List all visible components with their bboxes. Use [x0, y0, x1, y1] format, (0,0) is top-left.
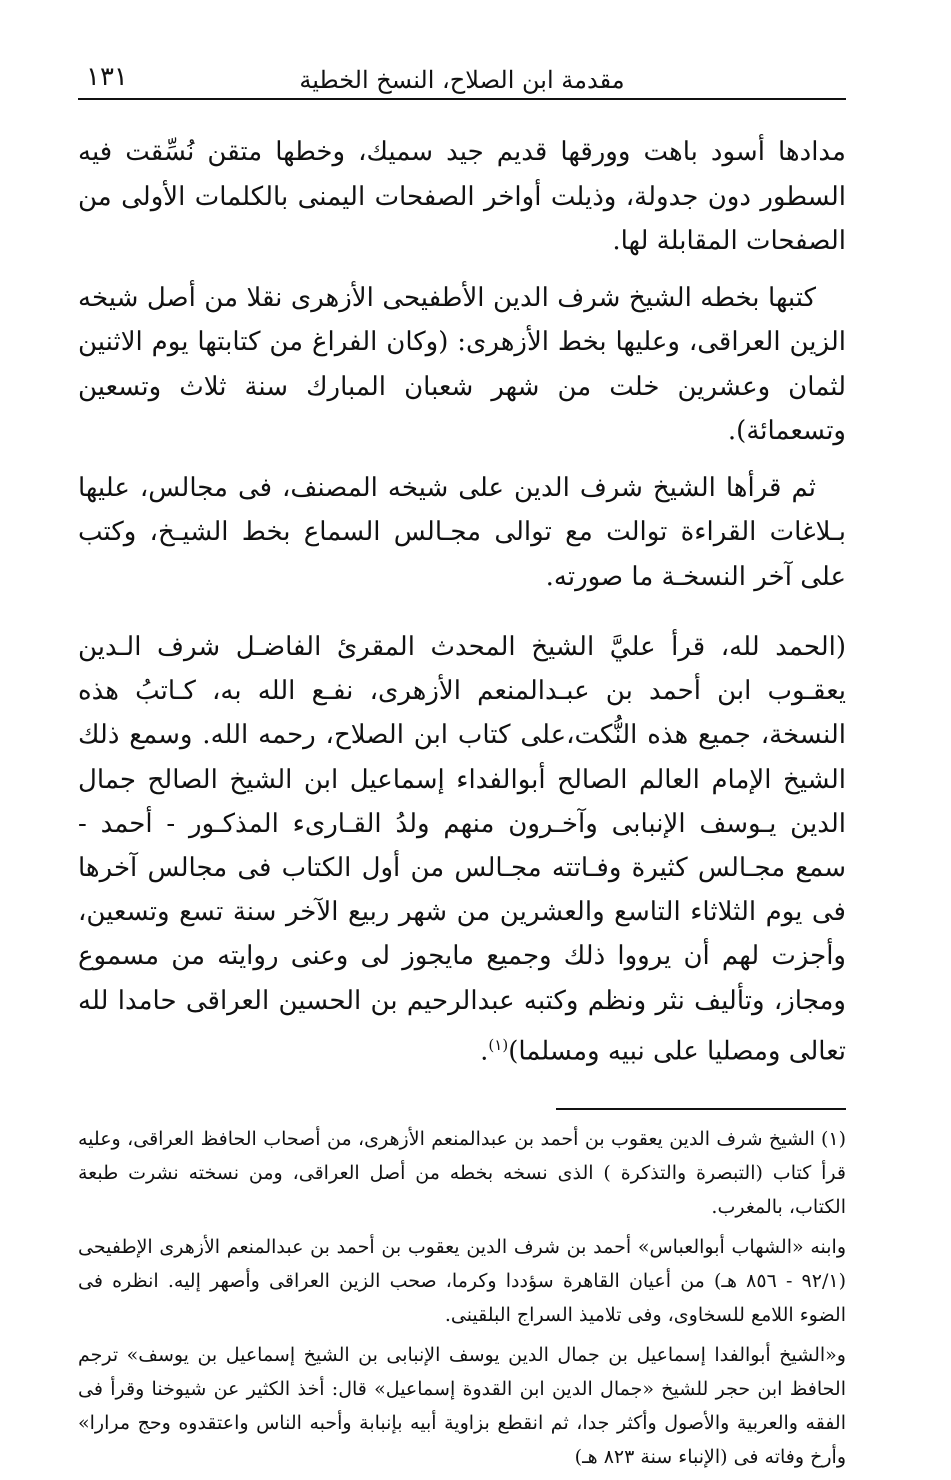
- paragraph-reading: ثم قرأها الشيخ شرف الدين على شيخه المصنف، فى مجالس، عليها بـلاغات القراءة توالت مع توالى مجـالس السماع بخط الشيـخ، وكتب على آخر النسخـة ما صورته.: [78, 472, 846, 592]
- footnote-number: (١): [820, 1127, 846, 1150]
- footnote-text: و«الشيخ أبوالفدا إسماعيل بن جمال الدين يوسف الإنبابى بن الشيخ إسماعيل بن يوسف» ترجم الحافظ ابن حجر للشيخ «جمال الدين ابن القدوة إسماعيل» قال: أخذ الكثير عن شيوخنا وقرأ فى الفقه والعربية والأصول وأكثر جدا، ثم انقطع بزاوية أبيه بإنبابة وأحبه الناس واعتقدوه وحج مرارا» وأرخ وفاته فى (الإنباء سنة ٨٢٣ هـ): [78, 1343, 846, 1468]
- footnote-marker: (١): [488, 1035, 509, 1054]
- running-header: [78, 58, 846, 100]
- footnote-continuation: [78, 1338, 846, 1474]
- running-title: مقدمة ابن الصلاح، النسخ الخطية: [299, 66, 625, 94]
- paragraph-manuscript-description: مدادها أسود باهت وورقها قديم جيد سميك، وخطها متقن نُسِّقت فيه السطور دون جدولة، وذيلت أواخر الصفحات اليمنى بالكلمات الأولى من الصفحات المقابلة لها.: [78, 137, 846, 256]
- footnote: [78, 1122, 846, 1224]
- footnote-continuation: [78, 1230, 846, 1332]
- main-text: [78, 130, 846, 1074]
- quote-text: (الحمد لله، قرأ عليَّ الشيخ المحدث المقرئ الفاضـل شرف الـدين يعقـوب ابن أحمد بن عبـدالمنعم الأزهرى، نفـع الله به، كـاتبُ هذه النسخة، جميع هذه النُّكت،على كتاب ابن الصلاح، رحمه الله. وسمع ذلك الشيخ الإمام العالم الصالح أبوالفداء إسماعيل ابن الشيخ الصالح جمال الدين يـوسف الإنبابى وآخـرون منهم ولدُ القـارىء المذكـور - أحمد - سمع مجـالس كثيرة وفـاتته مجـالس من أول الكتاب فى مجالس آخرها فى يوم الثلاثاء التاسع والعشرين من شهر ربيع الآخر سنة تسع وتسعين، وأجزت لهم أن يرووا ذلك وجميع مايجوز لى وعنى روايته من مسموع ومجاز، وتأليف نثر ونظم وكتبه عبدالرحيم بن الحسين العراقى حامدا لله تعالى ومصليا على نبيه ومسلما): [78, 632, 846, 1067]
- quoted-certificate: (الحمد لله، قرأ عليَّ الشيخ المحدث المقرئ الفاضـل شرف الـدين يعقـوب ابن أحمد بن عبـدالمنعم الأزهرى، نفـع الله به، كـاتبُ هذه النسخة، جميع هذه النُّكت،على كتاب ابن الصلاح، رحمه الله. وسمع ذلك الشيخ الإمام العالم الصالح أبوالفداء إسماعيل ابن الشيخ الصالح جمال الدين يـوسف الإنبابى وآخـرون منهم ولدُ القـارىء المذكـور - أحمد - سمع مجـالس كثيرة وفـاتته مجـالس من أول الكتاب فى مجالس آخرها فى يوم الثلاثاء التاسع والعشرين من شهر ربيع الآخر سنة تسع وتسعين، وأجزت لهم أن يرووا ذلك وجميع مايجوز لى وعنى روايته من مسموع ومجاز، وتأليف نثر ونظم وكتبه عبدالرحيم بن الحسين العراقى حامدا لله تعالى ومصليا على نبيه ومسلما)$^{(١)}$.: [78, 632, 846, 1067]
- footnotes: [78, 1122, 846, 1474]
- page-number: ١٣١: [86, 62, 128, 92]
- footnote-text: وابنه «الشهاب أبوالعباس» أحمد بن شرف الدين يعقوب بن أحمد بن عبدالمنعم الأزهرى الإطفيحى (٩٢/١ - ٨٥٦ هـ) من أعيان القاهرة سؤددا وكرما، صحب الزين العراقى وأصهر إليه. انظره فى الضوء اللامع للسخاوى، وفى تلاميذ السراج البلقينى.: [78, 1235, 846, 1326]
- book-page: [78, 58, 846, 1480]
- footnote-text: الشيخ شرف الدين يعقوب بن أحمد بن عبدالمنعم الأزهرى، من أصحاب الحافظ العراقى، وعليه قرأ كتاب (التبصرة والتذكرة ) الذى نسخه بخطه من أصل العراقى، ومن نسخته نشرت طبعة الكتاب، بالمغرب.: [78, 1127, 846, 1218]
- footnote-divider: [556, 1108, 846, 1110]
- paragraph-copyist: كتبها بخطه الشيخ شرف الدين الأطفيحى الأزهرى نقلا من أصل شيخه الزين العراقى، وعليها بخط الأزهرى: (وكان الفراغ من كتابتها يوم الاثنين لثمان وعشرين خلت من شهر شعبان المبارك سنة ثلاث وتسعين وتسعمائة).: [78, 282, 846, 446]
